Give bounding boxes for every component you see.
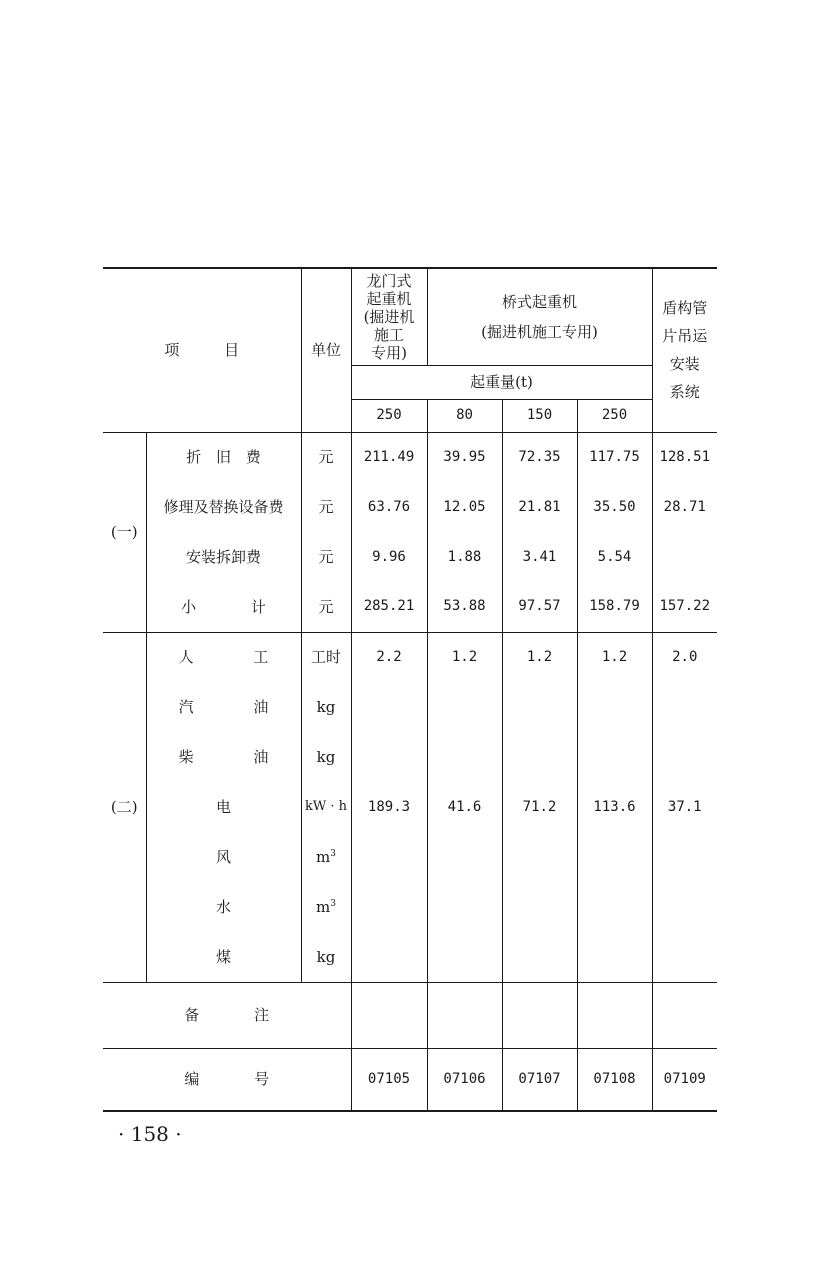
code-value: 07106 <box>427 1048 502 1111</box>
code-value: 07105 <box>351 1048 427 1111</box>
cost-item-unit: 元 <box>301 532 351 582</box>
shield-line-2: 片吊运 <box>662 327 708 346</box>
cost-value: 3.41 <box>502 532 577 582</box>
remarks-cell <box>351 982 427 1048</box>
capacity-col-3: 150 <box>502 399 577 432</box>
resource-value: 71.2 <box>502 782 577 832</box>
resource-name: 煤 <box>146 932 301 982</box>
cost-value: 211.49 <box>351 432 427 482</box>
cost-value: 1.88 <box>427 532 502 582</box>
resource-value: 37.1 <box>652 782 717 832</box>
resource-value: 41.6 <box>427 782 502 832</box>
code-value: 07109 <box>652 1048 717 1111</box>
cost-item-unit: 元 <box>301 432 351 482</box>
resource-value <box>351 932 427 982</box>
cost-value: 72.35 <box>502 432 577 482</box>
gantry-line-4: 施工 <box>373 325 404 344</box>
header-shield-system <box>652 268 717 432</box>
superscript-3: 3 <box>330 849 336 859</box>
resource-name: 电 <box>146 782 301 832</box>
code-value: 07108 <box>577 1048 652 1111</box>
cost-item-name: 修理及替换设备费 <box>146 482 301 532</box>
header-gantry-crane <box>351 268 427 365</box>
capacity-col-1: 250 <box>351 399 427 432</box>
resource-unit: kW · h <box>301 782 351 832</box>
subtotal-value: 158.79 <box>577 582 652 632</box>
gantry-line-3: (掘进机 <box>363 307 415 326</box>
subtotal-value: 53.88 <box>427 582 502 632</box>
cost-value: 21.81 <box>502 482 577 532</box>
header-bridge-crane <box>427 268 652 365</box>
resource-value <box>502 932 577 982</box>
resource-name: 风 <box>146 832 301 882</box>
resource-value <box>502 832 577 882</box>
resource-value <box>652 682 717 732</box>
cost-value: 12.05 <box>427 482 502 532</box>
resource-value <box>577 882 652 932</box>
remarks-cell <box>577 982 652 1048</box>
resource-value <box>427 682 502 732</box>
resource-value <box>652 882 717 932</box>
resource-value <box>427 732 502 782</box>
resource-unit: kg <box>301 732 351 782</box>
resource-unit <box>301 832 351 882</box>
shield-line-4: 系统 <box>669 383 700 402</box>
code-value: 07107 <box>502 1048 577 1111</box>
resource-value <box>427 832 502 882</box>
code-label: 编 号 <box>103 1048 351 1111</box>
resource-unit <box>301 882 351 932</box>
unit-text: m <box>316 848 331 866</box>
subtotal-value: 157.22 <box>652 582 717 632</box>
resource-name: 人 工 <box>146 632 301 682</box>
resource-unit: kg <box>301 682 351 732</box>
resource-value <box>652 732 717 782</box>
subtotal-value: 285.21 <box>351 582 427 632</box>
cost-value: 35.50 <box>577 482 652 532</box>
remarks-label: 备 注 <box>103 982 351 1048</box>
resource-value: 113.6 <box>577 782 652 832</box>
cost-value: 9.96 <box>351 532 427 582</box>
resource-unit: kg <box>301 932 351 982</box>
header-item <box>103 268 301 432</box>
header-unit <box>301 268 351 432</box>
cost-value <box>652 532 717 582</box>
capacity-col-2: 80 <box>427 399 502 432</box>
resource-value <box>427 882 502 932</box>
cost-item-name: 安装拆卸费 <box>146 532 301 582</box>
remarks-cell <box>427 982 502 1048</box>
header-lifting-capacity <box>351 365 652 399</box>
resource-name: 水 <box>146 882 301 932</box>
bridge-subtitle: (掘进机施工专用) <box>481 322 598 341</box>
section-1-label: (一) <box>103 432 146 632</box>
header-item-label: 项 目 <box>164 341 240 360</box>
resource-value <box>351 682 427 732</box>
resource-value: 1.2 <box>577 632 652 682</box>
resource-unit: 工时 <box>301 632 351 682</box>
remarks-cell <box>502 982 577 1048</box>
shield-line-1: 盾构管 <box>662 299 708 318</box>
lifting-capacity-label: 起重量(t) <box>470 373 533 391</box>
resource-value <box>351 732 427 782</box>
resource-value <box>351 882 427 932</box>
cost-value: 128.51 <box>652 432 717 482</box>
gantry-line-2: 起重机 <box>366 289 412 308</box>
resource-value <box>652 932 717 982</box>
resource-value <box>502 882 577 932</box>
resource-value: 189.3 <box>351 782 427 832</box>
cost-value: 117.75 <box>577 432 652 482</box>
machine-cost-table <box>103 267 717 1112</box>
cost-value: 28.71 <box>652 482 717 532</box>
cost-item-unit: 元 <box>301 482 351 532</box>
cost-item-unit: 元 <box>301 582 351 632</box>
cost-item-name: 折 旧 费 <box>146 432 301 482</box>
resource-name: 柴 油 <box>146 732 301 782</box>
cost-value: 5.54 <box>577 532 652 582</box>
resource-value <box>652 832 717 882</box>
section-2-label: (二) <box>103 632 146 982</box>
remarks-cell <box>652 982 717 1048</box>
gantry-line-1: 龙门式 <box>366 271 412 290</box>
resource-value <box>577 932 652 982</box>
header-unit-label: 单位 <box>310 341 341 360</box>
gantry-line-5: 专用) <box>371 343 407 362</box>
subtotal-value: 97.57 <box>502 582 577 632</box>
capacity-col-4: 250 <box>577 399 652 432</box>
resource-value <box>577 732 652 782</box>
resource-value: 2.0 <box>652 632 717 682</box>
resource-value <box>351 832 427 882</box>
resource-value <box>502 732 577 782</box>
cost-value: 39.95 <box>427 432 502 482</box>
bridge-title: 桥式起重机 <box>501 292 577 311</box>
resource-value: 2.2 <box>351 632 427 682</box>
page-number: · 158 · <box>118 1122 182 1146</box>
unit-text: m <box>316 898 331 916</box>
cost-value: 63.76 <box>351 482 427 532</box>
resource-value <box>577 832 652 882</box>
resource-name: 汽 油 <box>146 682 301 732</box>
resource-value: 1.2 <box>502 632 577 682</box>
resource-value <box>577 682 652 732</box>
subtotal-name: 小 计 <box>146 582 301 632</box>
shield-line-3: 安装 <box>669 355 700 374</box>
resource-value <box>502 682 577 732</box>
resource-value: 1.2 <box>427 632 502 682</box>
resource-value <box>427 932 502 982</box>
superscript-3: 3 <box>330 899 336 909</box>
